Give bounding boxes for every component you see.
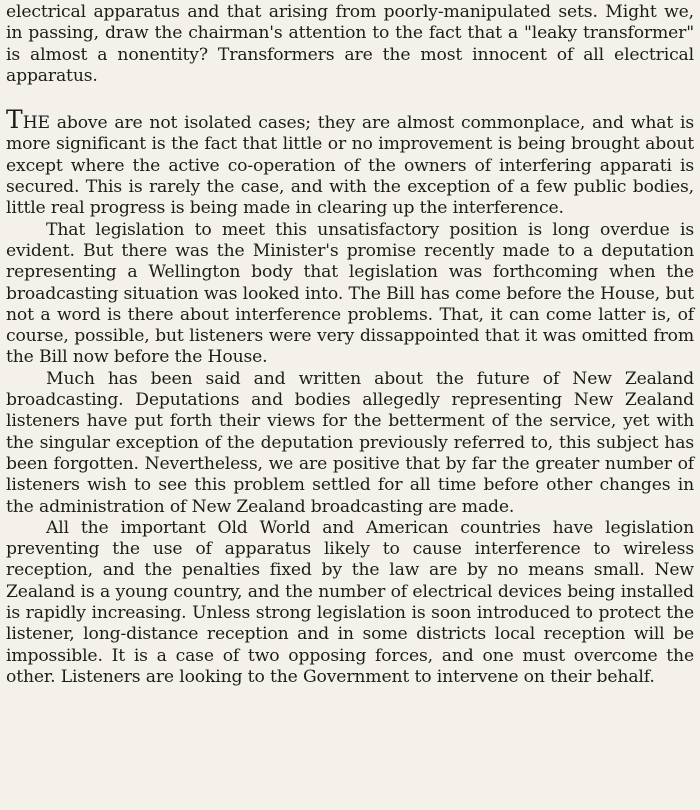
article-paragraph-3: That legislation to meet this unsatisfactory position is long overdue is evident. But there was the Minister's promise recently made to a deputation representing a Wellington body that legislation was forthcoming when the broadcasting situation was looked into. The Bill has come before the House, but not a word is there about interference problems. That, it can come latter is, of course, possible, but listeners were very dissappointed that it was omitted from the Bill now before the House. (6, 219, 694, 368)
article-paragraph-1: electrical apparatus and that arising from poorly-manipulated sets. Might we, in passing, draw the chairman's attention to the fact that a "leaky transformer" is almost a nonentity? Transformers are the most innocent of all electrical apparatus. (6, 2, 694, 86)
article-paragraph-2 (6, 105, 694, 219)
article-paragraph-2-text: HE above are not isolated cases; they are almost commonplace, and what is more significant is the fact that little or no improvement is being brought about except where the active co-operation of the owners of interfering apparati is secured. This is rarely the case, and with the exception of a few public bodies, little real progress is being made in clearing up the interference. (6, 113, 694, 219)
drop-cap-letter: T (6, 105, 23, 135)
article-paragraph-5: All the important Old World and American countries have legislation preventing the use of apparatus likely to cause interference to wireless reception, and the penalties fixed by the law are by no means small. New Zealand is a young country, and the number of electrical devices being installed is rapidly increasing. Unless strong legislation is soon introduced to protect the listener, long-distance reception and in some districts local reception will be impossible. It is a case of two opposing forces, and one must overcome the other. Listeners are looking to the Government to intervene on their behalf. (6, 517, 694, 687)
article-paragraph-4: Much has been said and written about the future of New Zealand broadcasting. Deputations and bodies allegedly representing New Zealand listeners have put forth their views for the betterment of the service, yet with the singular exception of the deputation previously referred to, this subject has been forgotten. Nevertheless, we are positive that by far the greater number of listeners wish to see this problem settled for all time before other changes in the administration of New Zealand broadcasting are made. (6, 368, 694, 517)
article-page (6, 2, 694, 688)
